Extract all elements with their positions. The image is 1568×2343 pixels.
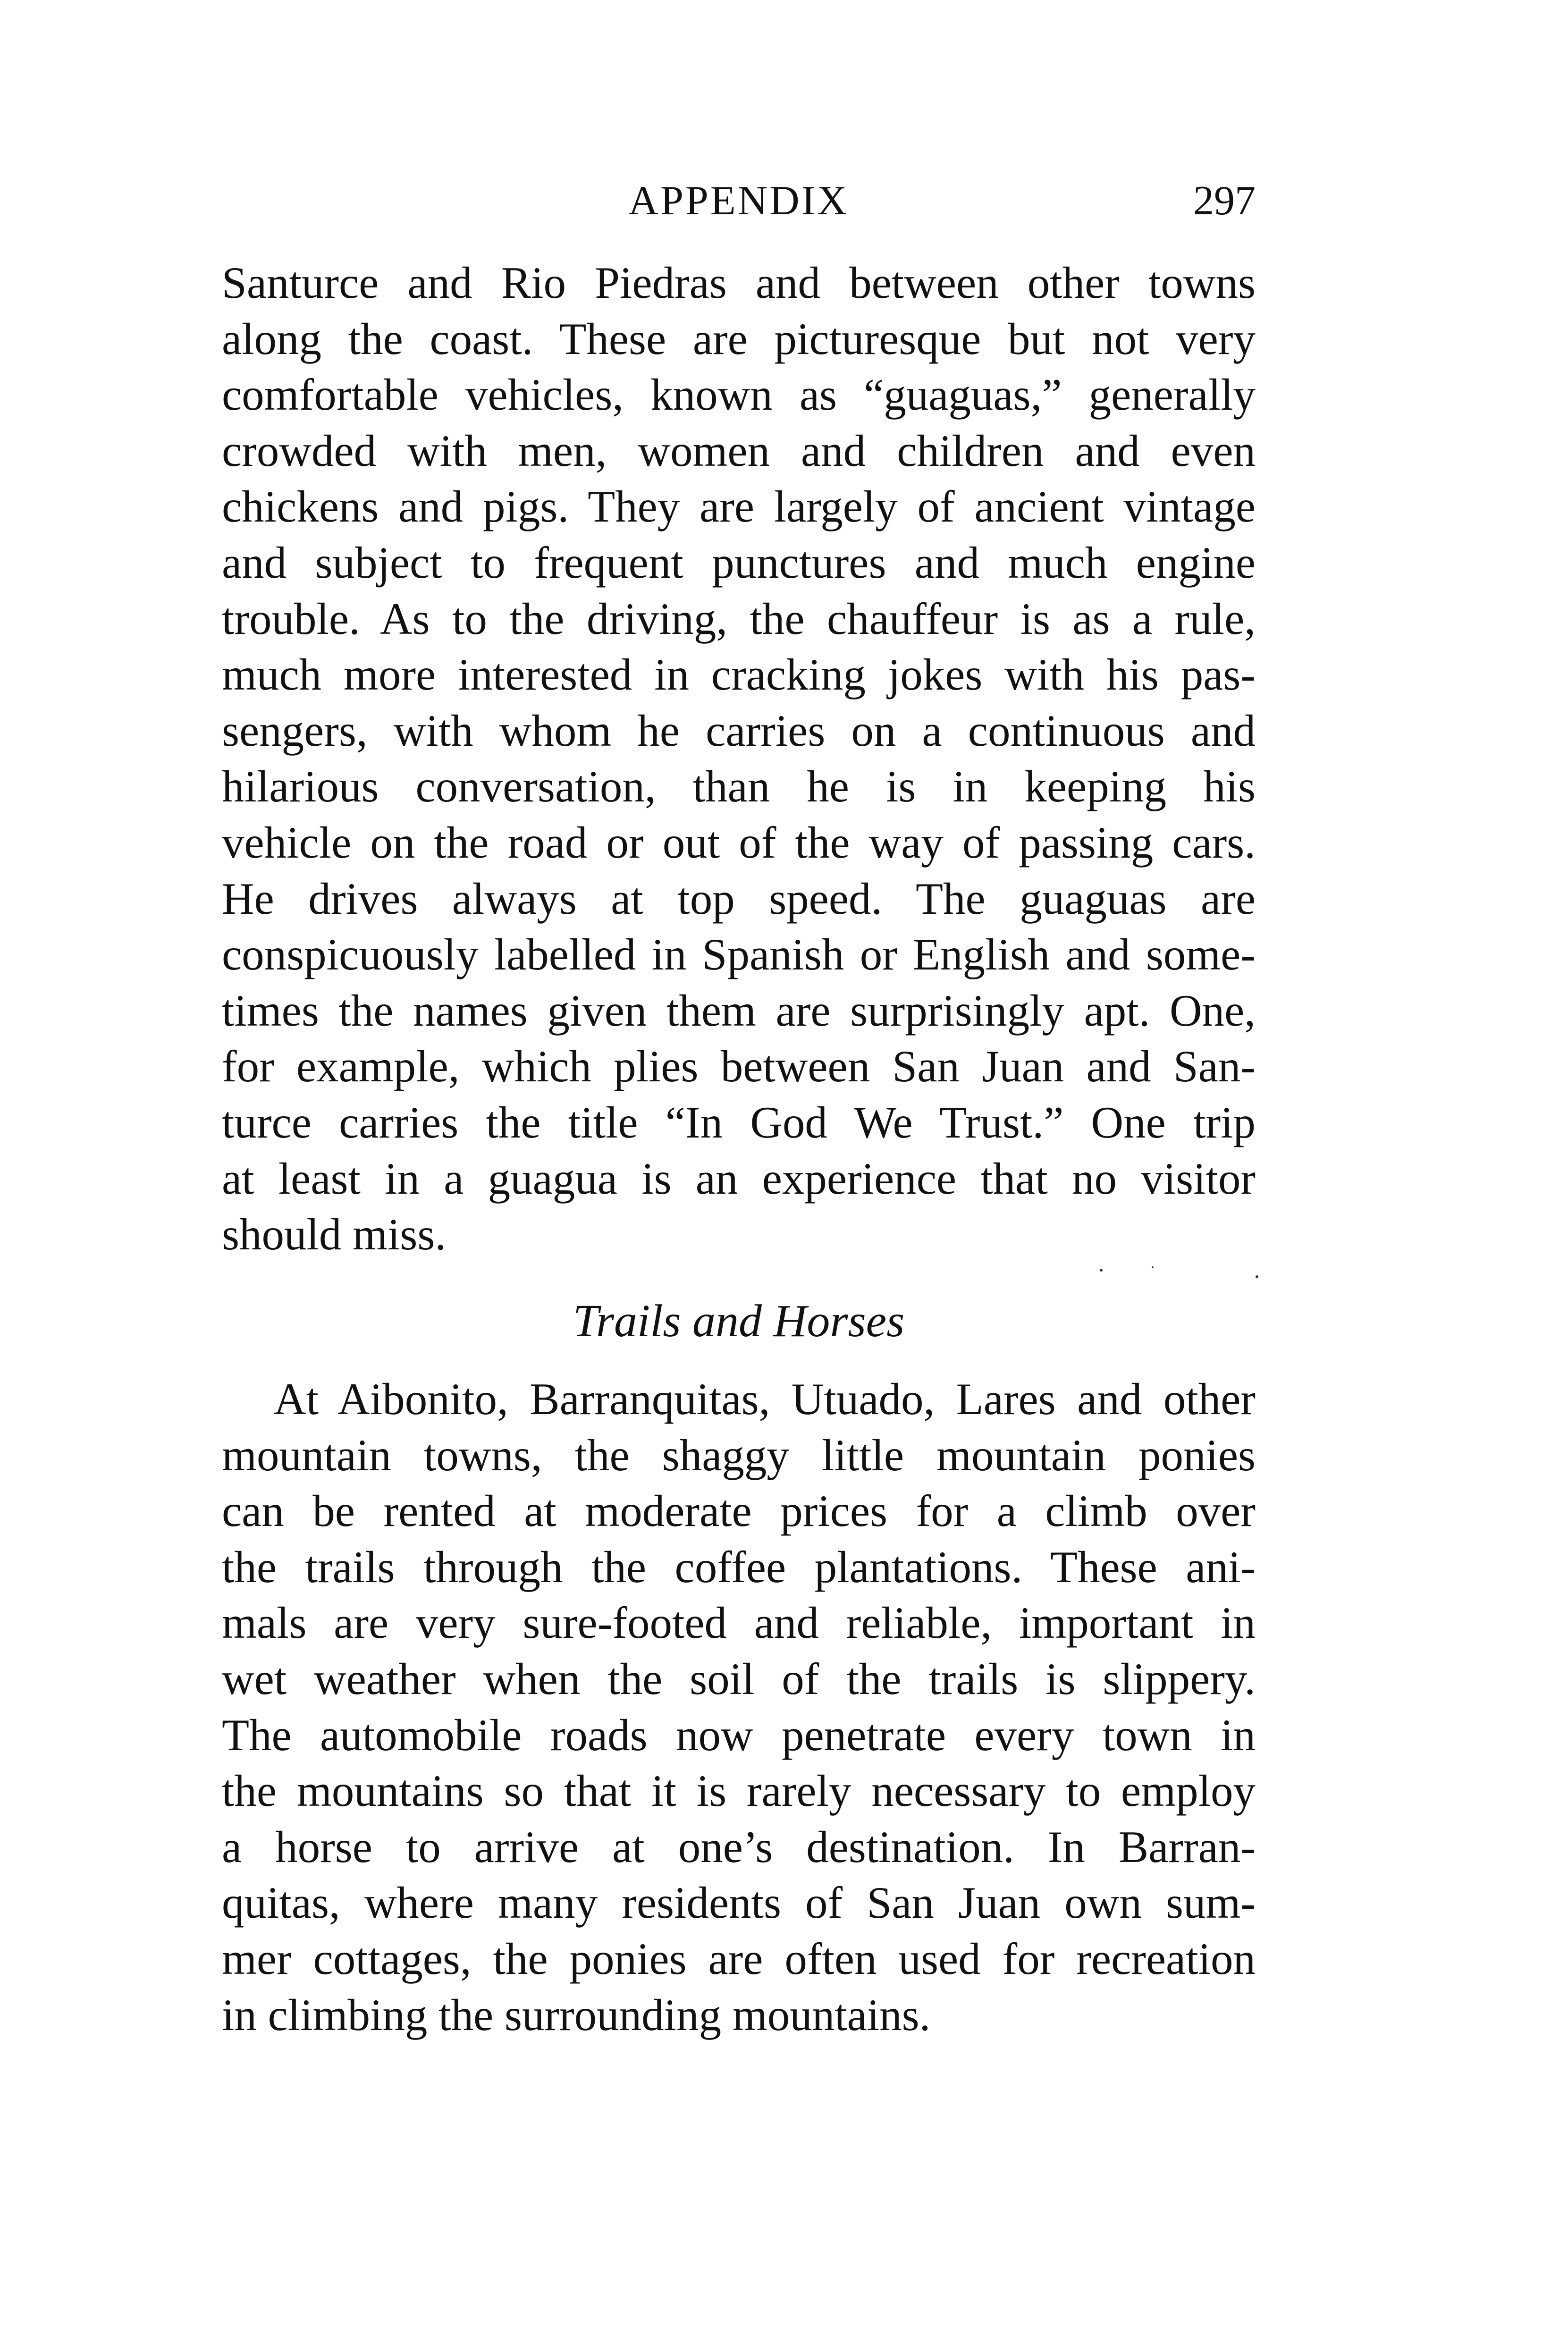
text-line: in climbing the surrounding mountains.: [222, 1989, 931, 2040]
text-line: should miss.: [222, 1209, 447, 1260]
text-line: can be rented at moderate prices for a climb over: [222, 1486, 1256, 1536]
text-line: chickens and pigs. They are largely of ancient vintage: [222, 481, 1256, 532]
print-speck: [1256, 1275, 1258, 1278]
section-heading: Trails and Horses: [573, 1296, 905, 1347]
text-line: at least in a guagua is an experience that no visitor: [222, 1153, 1256, 1204]
text-line: and subject to frequent punctures and much engine: [222, 537, 1256, 588]
print-speck: [1152, 1266, 1154, 1268]
text-line: turce carries the title “In God We Trust.” One trip: [222, 1097, 1256, 1147]
paragraph-trails-horses: [222, 1371, 1256, 2043]
text-line: vehicle on the road or out of the way of passing cars.: [222, 817, 1256, 868]
text-line: for example, which plies between San Juan and San-: [222, 1041, 1256, 1092]
text-line: the mountains so that it is rarely necessary to employ: [222, 1766, 1256, 1816]
running-head-title: APPENDIX: [628, 178, 849, 224]
text-line: conspicuously labelled in Spanish or English and some-: [222, 929, 1256, 980]
page-number: 297: [1193, 178, 1256, 224]
text-line: He drives always at top speed. The guaguas are: [222, 873, 1256, 924]
text-line: times the names given them are surprisingly apt. One,: [222, 985, 1256, 1036]
text-line: trouble. As to the driving, the chauffeur is as a rule,: [222, 593, 1256, 644]
text-line: mals are very sure-footed and reliable, important in: [222, 1598, 1256, 1648]
text-line: The automobile roads now penetrate every town in: [222, 1710, 1256, 1760]
text-line: wet weather when the soil of the trails is slippery.: [222, 1653, 1256, 1704]
text-line: much more interested in cracking jokes with his pas-: [222, 649, 1256, 700]
text-line: hilarious conversation, than he is in keeping his: [222, 761, 1256, 812]
text-line: a horse to arrive at one’s destination. In Barran-: [222, 1821, 1256, 1872]
text-line: mountain towns, the shaggy little mountain ponies: [222, 1430, 1256, 1480]
text-line: the trails through the coffee plantations. These ani-: [222, 1542, 1256, 1592]
running-head: [222, 177, 1256, 234]
paragraph-guaguas: [222, 255, 1256, 1263]
text-line: comfortable vehicles, known as “guaguas,” generally: [222, 370, 1256, 420]
text-line: along the coast. These are picturesque but not very: [222, 313, 1256, 364]
text-line: At Aibonito, Barranquitas, Utuado, Lares and other: [274, 1374, 1256, 1424]
text-line: mer cottages, the ponies are often used for recreation: [222, 1933, 1256, 1984]
text-line: Santurce and Rio Piedras and between other towns: [222, 258, 1256, 308]
print-speck: [1100, 1269, 1103, 1272]
text-line: crowded with men, women and children and even: [222, 425, 1256, 476]
text-line: sengers, with whom he carries on a continuous and: [222, 705, 1256, 756]
text-line: quitas, where many residents of San Juan own sum-: [222, 1878, 1256, 1928]
